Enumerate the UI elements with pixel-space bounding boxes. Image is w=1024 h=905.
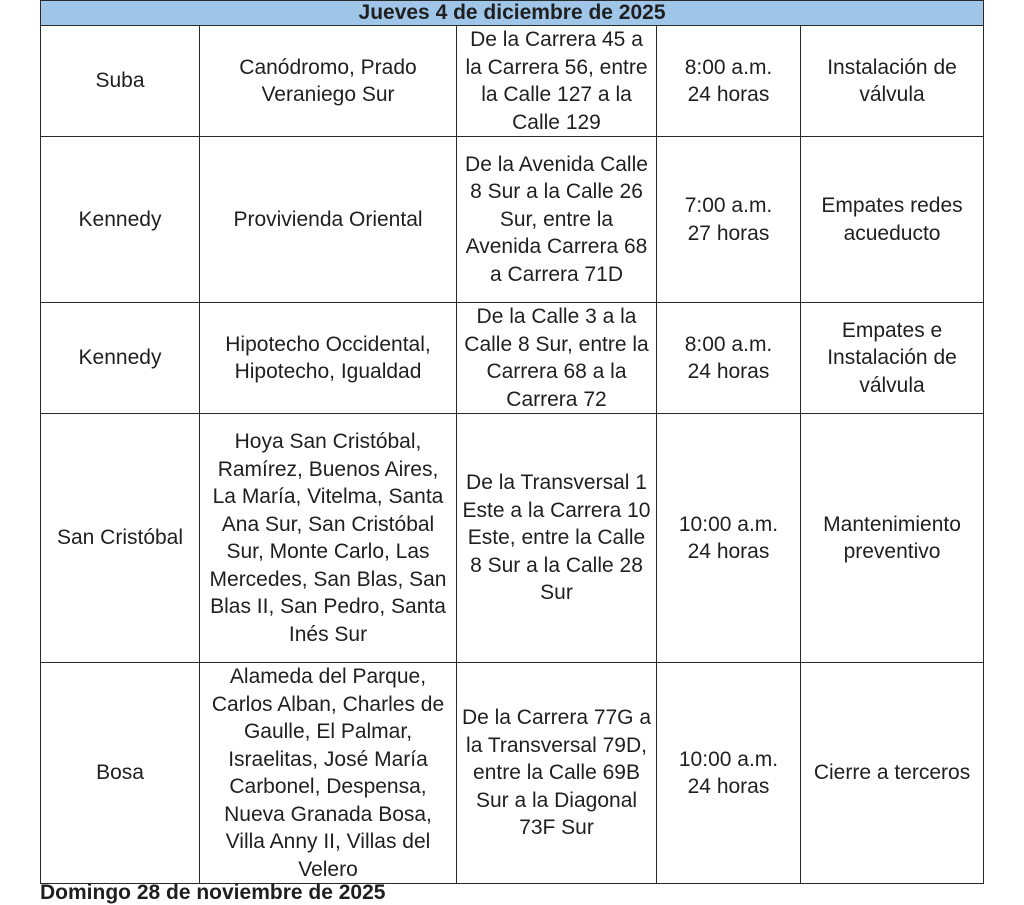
trabajo-cell: Instalación de válvula (801, 26, 984, 137)
localidad-cell: Kennedy (41, 137, 200, 303)
horario-cell: 7:00 a.m. 27 horas (657, 137, 801, 303)
horario-cell: 10:00 a.m. 24 horas (657, 414, 801, 663)
horario-cell: 10:00 a.m. 24 horas (657, 663, 801, 884)
localidad-cell: Kennedy (41, 303, 200, 414)
ubicacion-cell: De la Carrera 77G a la Transversal 79D, entre la Calle 69B Sur a la Diagonal 73F Sur (457, 663, 657, 884)
barrios-cell: Provivienda Oriental (200, 137, 457, 303)
barrios-cell: Hoya San Cristóbal, Ramírez, Buenos Aires, La María, Vitelma, Santa Ana Sur, San Cristóbal Sur, Monte Carlo, Las Mercedes, San Blas, San Blas II, San Pedro, Santa Inés Sur (200, 414, 457, 663)
day-header: Jueves 4 de diciembre de 2025 (41, 1, 984, 26)
table-row (41, 663, 984, 884)
table-row (41, 414, 984, 663)
barrios-cell: Hipotecho Occidental, Hipotecho, Igualdad (200, 303, 457, 414)
ubicacion-cell: De la Calle 3 a la Calle 8 Sur, entre la Carrera 68 a la Carrera 72 (457, 303, 657, 414)
next-day-heading: Domingo 28 de noviembre de 2025 (40, 881, 386, 904)
horario-cell: 8:00 a.m. 24 horas (657, 26, 801, 137)
horario-cell: 8:00 a.m. 24 horas (657, 303, 801, 414)
table-row (41, 137, 984, 303)
barrios-cell: Alameda del Parque, Carlos Alban, Charles de Gaulle, El Palmar, Israelitas, José María Carbonel, Despensa, Nueva Granada Bosa, Villa Anny II, Villas del Velero (200, 663, 457, 884)
ubicacion-cell: De la Transversal 1 Este a la Carrera 10 Este, entre la Calle 8 Sur a la Calle 28 Sur (457, 414, 657, 663)
localidad-cell: San Cristóbal (41, 414, 200, 663)
localidad-cell: Bosa (41, 663, 200, 884)
trabajo-cell: Mantenimiento preventivo (801, 414, 984, 663)
table-header-row (41, 1, 984, 26)
trabajo-cell: Empates e Instalación de válvula (801, 303, 984, 414)
table-row (41, 303, 984, 414)
ubicacion-cell: De la Avenida Calle 8 Sur a la Calle 26 Sur, entre la Avenida Carrera 68 a Carrera 71D (457, 137, 657, 303)
trabajo-cell: Cierre a terceros (801, 663, 984, 884)
localidad-cell: Suba (41, 26, 200, 137)
ubicacion-cell: De la Carrera 45 a la Carrera 56, entre la Calle 127 a la Calle 129 (457, 26, 657, 137)
schedule-table (40, 0, 984, 884)
table-row (41, 26, 984, 137)
barrios-cell: Canódromo, Prado Veraniego Sur (200, 26, 457, 137)
trabajo-cell: Empates redes acueducto (801, 137, 984, 303)
